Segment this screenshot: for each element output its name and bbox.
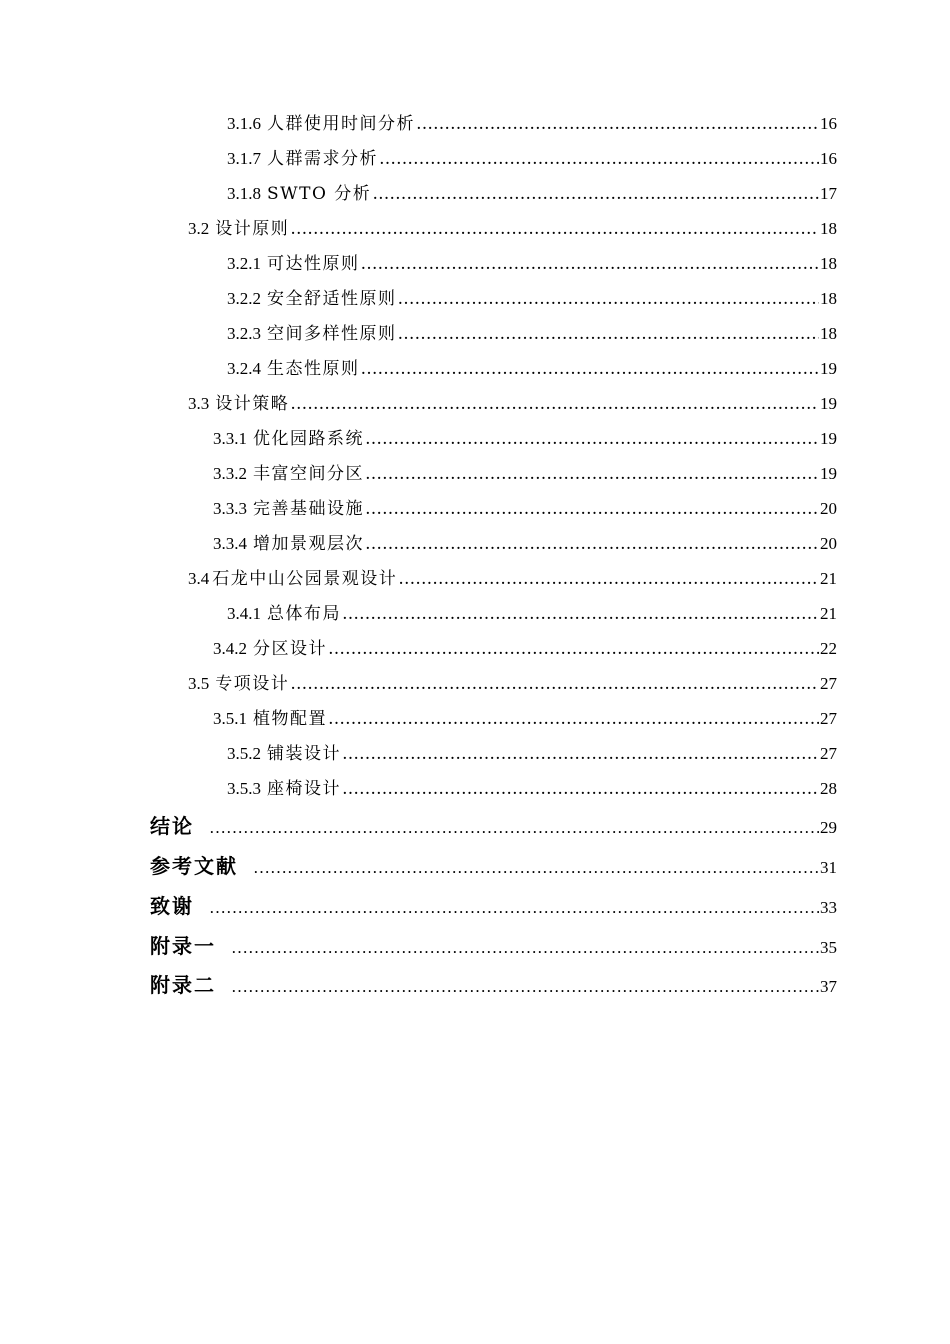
toc-entry[interactable] [213,427,837,451]
toc-entry-page: 18 [820,324,837,343]
toc-entry[interactable] [213,497,837,521]
toc-entry-title: 植物配置 [253,709,327,729]
toc-entry-title: 优化园路系统 [253,429,364,449]
toc-entry-number: 3.5.3 [227,779,261,798]
toc-leader-dots [290,392,819,416]
toc-leader-dots [231,975,819,999]
toc-entry[interactable] [213,707,837,731]
toc-entry[interactable] [188,217,837,241]
toc-entry-page: 19 [820,464,837,483]
toc-entry-number: 3.4.2 [213,639,247,658]
toc-entry-page: 22 [820,639,837,658]
toc-entry-title: 座椅设计 [267,779,341,799]
toc-entry-title: SWTO 分析 [267,184,372,204]
toc-entry-page: 18 [820,289,837,308]
toc-major-title: 结论 [150,814,194,838]
toc-major-entry[interactable] [150,973,837,999]
toc-leader-dots [398,322,820,346]
toc-entry-title: 设计原则 [215,219,290,239]
toc-entry-page: 20 [820,499,837,518]
toc-entry[interactable] [188,392,837,416]
toc-leader-dots [231,936,819,960]
toc-entry-title: 人群使用时间分析 [267,114,415,134]
toc-leader-dots [328,637,819,661]
toc-entry[interactable] [213,637,837,661]
toc-entry-page: 19 [820,429,837,448]
toc-leader-dots [290,672,819,696]
toc-entry-number: 3.2.3 [227,324,261,343]
toc-entry-title: 总体布局 [267,604,341,624]
toc-leader-dots [209,816,819,840]
toc-leader-dots [328,707,819,731]
toc-entry[interactable] [213,462,837,486]
toc-entry-page: 28 [820,779,837,798]
toc-leader-dots [209,896,819,920]
toc-entry-page: 18 [820,219,837,238]
toc-leader-dots [398,287,820,311]
toc-leader-dots [365,497,819,521]
toc-major-title: 参考文献 [150,854,238,878]
toc-entry-number: 3.1.7 [227,149,261,168]
toc-leader-dots [342,602,819,626]
toc-entry-number: 3.3.4 [213,534,247,553]
toc-entry[interactable] [227,742,837,766]
toc-entry-title: 石龙中山公园景观设计 [212,569,398,589]
toc-entry-page: 37 [820,977,837,996]
toc-entry-page: 16 [820,114,837,133]
toc-entry[interactable] [227,777,837,801]
toc-entry-title: 可达性原则 [267,254,360,274]
toc-entry-number: 3.3.2 [213,464,247,483]
toc-entry-page: 21 [820,569,837,588]
toc-entry[interactable] [227,322,837,346]
toc-leader-dots [416,112,819,136]
toc-entry[interactable] [227,602,837,626]
toc-entry-number: 3.2.2 [227,289,261,308]
toc-entry-number: 3.4.1 [227,604,261,623]
toc-major-entry[interactable] [150,934,837,960]
toc-entry-title: 增加景观层次 [253,534,364,554]
toc-entry-page: 27 [820,744,837,763]
toc-entry[interactable] [227,182,837,206]
toc-entry[interactable] [227,252,837,276]
toc-leader-dots [398,567,819,591]
toc-entry-number: 3.5 [188,674,210,693]
toc-leader-dots [361,252,820,276]
toc-leader-dots [379,147,819,171]
toc-major-entry[interactable] [150,814,837,840]
toc-entry[interactable] [213,532,837,556]
toc-entry-page: 20 [820,534,837,553]
toc-entry-title: 人群需求分析 [267,149,378,169]
toc-entry-page: 35 [820,938,837,957]
toc-entry-number: 3.5.2 [227,744,261,763]
toc-entry-page: 29 [820,818,837,837]
toc-entry-title: 丰富空间分区 [253,464,364,484]
toc-entry[interactable] [227,147,837,171]
toc-entry-number: 3.2.1 [227,254,261,273]
toc-entry-number: 3.3.1 [213,429,247,448]
toc-entry-title: 生态性原则 [267,359,360,379]
toc-entry-number: 3.5.1 [213,709,247,728]
toc-entry-number: 3.4 [188,569,210,588]
toc-entry-title: 分区设计 [253,639,327,659]
toc-entry-page: 27 [820,674,837,693]
toc-entry[interactable] [188,567,837,591]
toc-entry-title: 铺装设计 [267,744,341,764]
toc-entry-title: 安全舒适性原则 [267,289,397,309]
toc-major-title: 致谢 [150,894,194,918]
toc-major-title: 附录一 [150,934,216,958]
toc-entry-page: 16 [820,149,837,168]
toc-entry-number: 3.3.3 [213,499,247,518]
toc-leader-dots [365,532,819,556]
toc-entry-title: 专项设计 [215,674,290,694]
toc-entry-number: 3.1.8 [227,184,261,203]
toc-leader-dots [361,357,820,381]
toc-leader-dots [372,182,819,206]
toc-entry-page: 21 [820,604,837,623]
toc-entry-number: 3.3 [188,394,210,413]
toc-leader-dots [365,427,819,451]
toc-leader-dots [342,777,819,801]
toc-leader-dots [365,462,819,486]
toc-leader-dots [253,856,819,880]
toc-entry-title: 空间多样性原则 [267,324,397,344]
toc-entry[interactable] [227,287,837,311]
toc-entry-page: 18 [820,254,837,273]
toc-entry-number: 3.2 [188,219,210,238]
toc-major-entry[interactable] [150,894,837,920]
toc-entry-page: 31 [820,858,837,877]
toc-entry-page: 33 [820,898,837,917]
toc-entry[interactable] [227,112,837,136]
toc-entry-page: 19 [820,394,837,413]
toc-major-title: 附录二 [150,973,216,997]
toc-major-entry[interactable] [150,854,837,880]
toc-entry-page: 27 [820,709,837,728]
toc-entry-page: 17 [820,184,837,203]
toc-entry-page: 19 [820,359,837,378]
toc-leader-dots [290,217,819,241]
toc-entry-number: 3.1.6 [227,114,261,133]
toc-entry[interactable] [188,672,837,696]
toc-entry[interactable] [227,357,837,381]
toc-entry-title: 完善基础设施 [253,499,364,519]
toc-leader-dots [342,742,819,766]
toc-entry-number: 3.2.4 [227,359,261,378]
toc-entry-title: 设计策略 [215,394,290,414]
